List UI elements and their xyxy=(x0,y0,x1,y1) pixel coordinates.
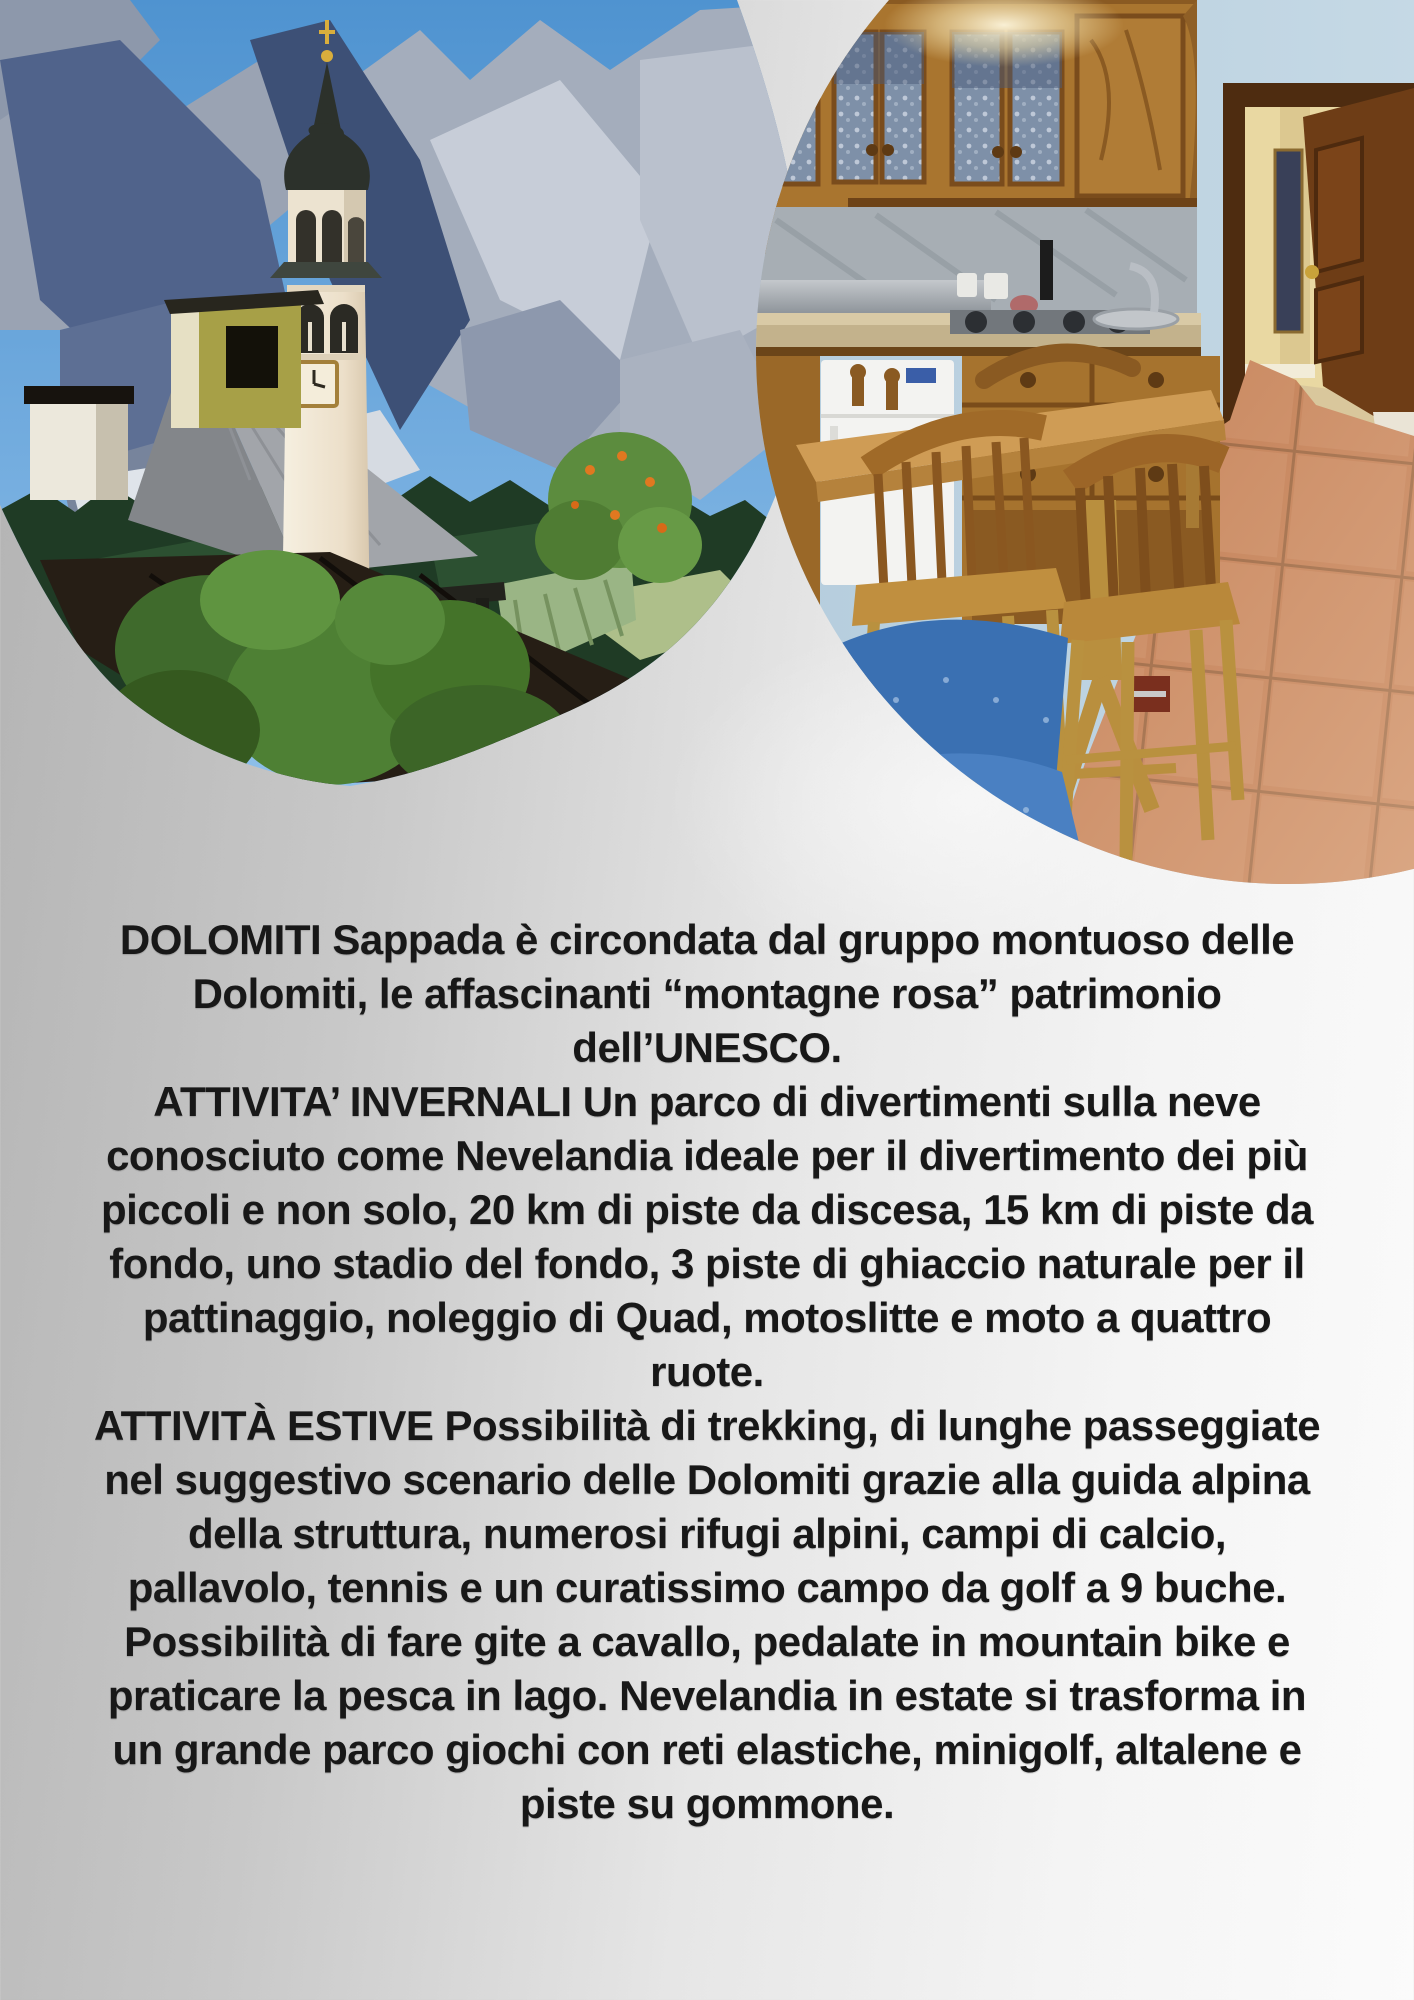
text-line: dell’UNESCO. xyxy=(572,1024,842,1071)
sink xyxy=(1094,309,1178,329)
text-line: piccoli e non solo, 20 km di piste da discesa, 15 km di piste da xyxy=(100,1186,1314,1233)
text-line: della struttura, numerosi rifugi alpini, campi di calcio, xyxy=(187,1510,1227,1557)
text-line: DOLOMITI Sappada è circondata dal gruppo montuoso delle xyxy=(119,916,1295,963)
backsplash xyxy=(756,207,1197,315)
eave xyxy=(270,262,382,278)
bottle xyxy=(1040,240,1053,300)
photo-church-dolomites xyxy=(0,0,860,800)
text-line: un grande parco giochi con reti elastiche, minigolf, altalene e xyxy=(112,1726,1302,1773)
hall-mirror xyxy=(1275,150,1302,332)
text-line: Possibilità di fare gite a cavallo, pedalate in mountain bike e xyxy=(124,1618,1290,1665)
paragraph-attivita-invernali xyxy=(56,1075,1358,1399)
fridge-logo xyxy=(906,368,936,383)
paragraph-dolomiti xyxy=(56,913,1358,1075)
text-line: conosciuto come Nevelandia ideale per il divertimento dei più xyxy=(106,1132,1308,1179)
sofa-seat-cushion xyxy=(836,753,1088,884)
article xyxy=(56,913,1358,1831)
paragraph-attivita-estive xyxy=(56,1399,1358,1831)
text-line: piste su gommone. xyxy=(519,1780,895,1827)
hut-opening xyxy=(226,326,278,388)
white-chimney xyxy=(24,386,134,500)
text-line: ATTIVITA’ INVERNALI Un parco di divertimenti sulla neve xyxy=(153,1078,1261,1125)
text-line: nel suggestivo scenario delle Dolomiti grazie alla guida alpina xyxy=(104,1456,1310,1503)
text-line: pattinaggio, noleggio di Quad, motoslitte e moto a quattro xyxy=(142,1294,1272,1341)
door-jamb xyxy=(1223,83,1245,435)
text-line: praticare la pesca in lago. Nevelandia in estate si trasforma in xyxy=(107,1672,1307,1719)
text-line: Dolomiti, le affascinanti “montagne rosa” patrimonio xyxy=(192,970,1222,1017)
text-line: ATTIVITÀ ESTIVE Possibilità di trekking, di lunghe passeggiate xyxy=(93,1402,1321,1449)
rooftop-hut xyxy=(164,290,324,428)
gold-finial xyxy=(321,50,333,62)
text-line: pallavolo, tennis e un curatissimo campo da golf a 9 buche. xyxy=(127,1564,1287,1611)
text-line: ruote. xyxy=(650,1348,764,1395)
light-switch xyxy=(984,273,1008,299)
light-switch xyxy=(957,273,977,297)
text-line: fondo, uno stadio del fondo, 3 piste di ghiaccio naturale per il xyxy=(109,1240,1305,1287)
door-knob xyxy=(1305,265,1319,279)
church-dolomites-illustration xyxy=(0,0,860,800)
